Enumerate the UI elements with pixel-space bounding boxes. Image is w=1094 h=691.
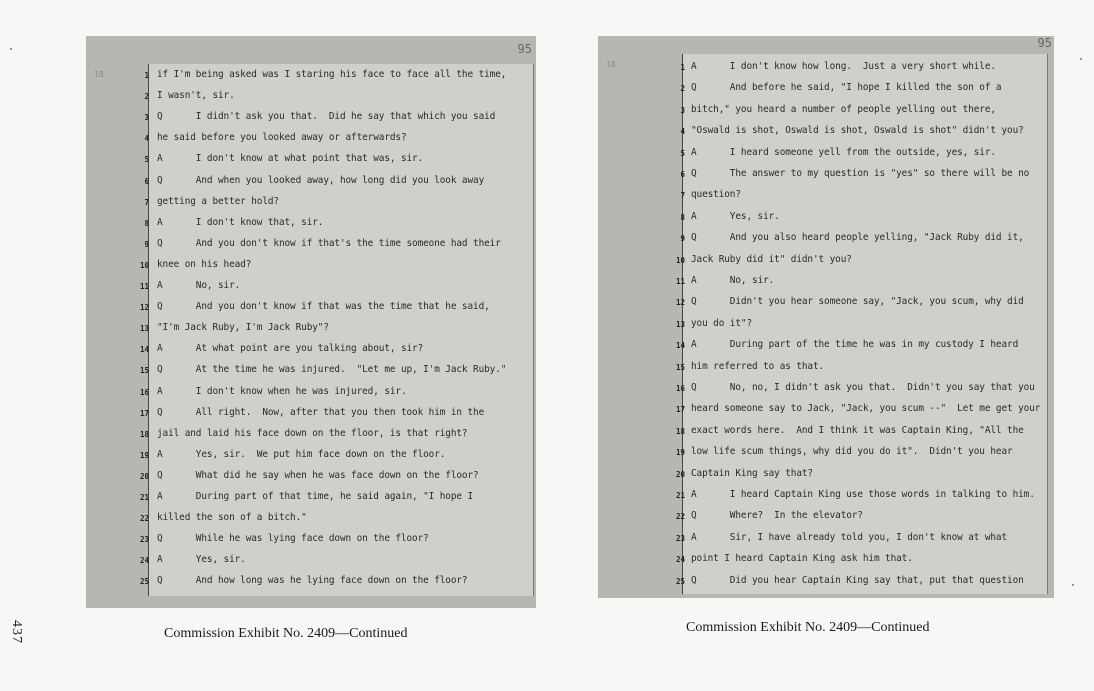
transcript-line — [144, 108, 533, 129]
line-number: 12 — [675, 298, 685, 308]
line-number: 5 — [144, 155, 149, 165]
line-number: 11 — [139, 282, 149, 291]
line-text: Q While he was lying face down on the floor? — [157, 533, 429, 545]
line-text: exact words here. And I think it was Captain King, "All the — [691, 424, 1024, 436]
line-text: low life scum things, why did you do it". Didn't you hear — [691, 446, 1013, 458]
line-number: 17 — [675, 405, 685, 415]
line-number: 14 — [139, 345, 149, 355]
exhibit-caption-left: Commission Exhibit No. 2409—Continued — [164, 626, 408, 641]
transcript-line — [680, 144, 1047, 165]
transcript-line — [680, 186, 1047, 207]
line-number: 24 — [675, 555, 685, 565]
transcript-line — [139, 383, 533, 404]
speck — [1072, 584, 1074, 586]
line-number: 1 — [680, 63, 685, 72]
left-transcript-page — [86, 36, 536, 608]
transcript-line — [139, 425, 533, 446]
transcript-line — [680, 165, 1047, 186]
line-text: Captain King say that? — [691, 467, 813, 479]
transcript-line — [144, 87, 533, 108]
line-text: Q And you don't know if that was the time that he said, — [157, 301, 490, 313]
transcript-line — [675, 550, 1047, 571]
line-number: 9 — [680, 234, 685, 244]
transcript-line — [144, 66, 533, 87]
line-number: 23 — [139, 535, 149, 545]
transcript-line — [144, 129, 533, 150]
line-text: Q The answer to my question is "yes" so there will be no — [691, 168, 1030, 179]
page-number: 95 — [517, 42, 532, 56]
line-text: him referred to as that. — [691, 360, 825, 372]
transcript-line — [675, 486, 1047, 507]
transcript-line — [675, 358, 1047, 379]
line-number: 20 — [675, 469, 685, 479]
side-page-number: 437 — [9, 620, 24, 644]
line-number: 16 — [139, 387, 149, 397]
line-number: 4 — [144, 134, 149, 144]
line-text: A Yes, sir. — [157, 554, 246, 566]
transcript-line — [675, 422, 1047, 443]
line-number: 21 — [675, 491, 685, 500]
line-text: A At what point are you talking about, sir? — [157, 343, 424, 355]
transcript-line — [675, 336, 1047, 357]
line-number: 19 — [675, 448, 685, 458]
line-number: 6 — [680, 170, 685, 179]
line-number: 22 — [675, 512, 685, 522]
line-text: Q What did he say when he was face down on the floor? — [157, 469, 479, 481]
line-number: 16 — [675, 384, 685, 393]
margin-mark: 18 — [94, 70, 104, 79]
speck — [10, 48, 12, 50]
line-number: 6 — [144, 176, 149, 186]
speck — [1080, 58, 1082, 60]
line-text: "I'm Jack Ruby, I'm Jack Ruby"? — [157, 322, 329, 334]
line-number: 15 — [675, 362, 685, 372]
margin-mark: 18 — [606, 60, 616, 69]
line-number: 9 — [144, 239, 149, 249]
line-text: A During part of that time, he said again, "I hope I — [157, 491, 474, 502]
line-text: A Yes, sir. We put him face down on the floor. — [157, 448, 446, 460]
transcript-line — [139, 319, 533, 340]
line-text: point I heard Captain King ask him that. — [691, 553, 913, 565]
line-number: 21 — [139, 493, 149, 502]
line-text: A I don't know when he was injured, sir. — [157, 385, 407, 397]
line-number: 19 — [139, 450, 149, 460]
page-number: 95 — [1037, 36, 1052, 50]
transcript-line — [139, 509, 533, 530]
transcript-line — [680, 208, 1047, 229]
line-number: 2 — [680, 84, 685, 94]
transcript-line — [680, 79, 1047, 100]
line-text: A I heard Captain King use those words in talking to him. — [691, 489, 1035, 500]
line-text: A No, sir. — [157, 280, 241, 291]
line-text: he said before you looked away or afterwards? — [157, 132, 407, 144]
transcript-line — [139, 361, 533, 382]
line-text: I wasn't, sir. — [157, 90, 235, 102]
line-number: 15 — [139, 366, 149, 376]
line-text: Q Did you hear Captain King say that, put that question — [691, 574, 1024, 586]
transcript-body — [675, 54, 1048, 594]
line-number: 13 — [675, 319, 685, 329]
line-number: 3 — [680, 105, 685, 115]
transcript-line — [675, 293, 1047, 314]
line-text: Q No, no, I didn't ask you that. Didn't you say that you — [691, 382, 1035, 393]
line-text: getting a better hold? — [157, 195, 279, 207]
line-text: Q Where? In the elevator? — [691, 510, 863, 522]
transcript-line — [139, 340, 533, 361]
transcript-line — [675, 315, 1047, 336]
line-text: A No, sir. — [691, 275, 775, 286]
line-text: Q At the time he was injured. "Let me up, I'm Jack Ruby." — [157, 364, 507, 376]
right-transcript-page — [598, 36, 1054, 598]
transcript-line — [680, 58, 1047, 79]
line-number: 12 — [139, 303, 149, 313]
line-text: Q And you also heard people yelling, "Jack Ruby did it, — [691, 232, 1024, 244]
transcript-line — [139, 277, 533, 298]
transcript-line — [139, 530, 533, 551]
line-number: 18 — [139, 429, 149, 439]
line-number: 14 — [675, 341, 685, 351]
exhibit-caption-right: Commission Exhibit No. 2409—Continued — [686, 620, 930, 635]
line-number: 11 — [675, 277, 685, 286]
line-text: Q I didn't ask you that. Did he say that which you said — [157, 111, 496, 123]
line-number: 20 — [139, 471, 149, 481]
transcript-line — [680, 122, 1047, 143]
line-text: A I heard someone yell from the outside, yes, sir. — [691, 146, 996, 158]
line-number: 25 — [139, 577, 149, 587]
line-text: question? — [691, 189, 741, 201]
transcript-line — [139, 298, 533, 319]
transcript-line — [680, 229, 1047, 250]
line-text: A Sir, I have already told you, I don't know at what — [691, 531, 1008, 543]
transcript-line — [675, 572, 1047, 593]
line-number: 3 — [144, 113, 149, 123]
line-number: 1 — [144, 71, 149, 80]
transcript-line — [675, 443, 1047, 464]
line-number: 18 — [675, 426, 685, 436]
transcript-line — [144, 150, 533, 171]
transcript-line — [675, 465, 1047, 486]
transcript-line — [139, 446, 533, 467]
transcript-line — [144, 235, 533, 256]
transcript-line — [144, 172, 533, 193]
line-text: Q All right. Now, after that you then took him in the — [157, 406, 485, 418]
line-number: 5 — [680, 148, 685, 158]
line-number: 2 — [144, 92, 149, 102]
transcript-line — [139, 488, 533, 509]
transcript-line — [139, 404, 533, 425]
transcript-line — [675, 251, 1047, 272]
line-text: A I don't know how long. Just a very short while. — [691, 61, 996, 72]
line-number: 7 — [680, 191, 685, 201]
line-text: A I don't know that, sir. — [157, 216, 324, 228]
transcript-line — [144, 214, 533, 235]
line-text: jail and laid his face down on the floor, is that right? — [157, 427, 468, 439]
line-text: knee on his head? — [157, 258, 252, 270]
line-text: heard someone say to Jack, "Jack, you scum --" Let me get your — [691, 403, 1041, 415]
line-text: killed the son of a bitch." — [157, 512, 307, 524]
line-text: Q Didn't you hear someone say, "Jack, you scum, why did — [691, 296, 1024, 308]
transcript-line — [144, 193, 533, 214]
line-text: Q And before he said, "I hope I killed the son of a — [691, 82, 1002, 94]
line-number: 17 — [139, 408, 149, 418]
line-number: 4 — [680, 127, 685, 137]
transcript-line — [139, 467, 533, 488]
line-number: 25 — [675, 576, 685, 586]
line-number: 10 — [139, 260, 149, 270]
line-text: Q And how long was he lying face down on the floor? — [157, 575, 468, 587]
transcript-line — [139, 256, 533, 277]
line-text: Jack Ruby did it" didn't you? — [691, 253, 852, 265]
transcript-line — [675, 507, 1047, 528]
line-text: A I don't know at what point that was, sir. — [157, 153, 424, 165]
line-text: Q And when you looked away, how long did you look away — [157, 174, 485, 186]
line-text: Q And you don't know if that's the time someone had their — [157, 237, 501, 249]
transcript-line — [139, 572, 533, 593]
line-number: 23 — [675, 533, 685, 543]
line-number: 8 — [144, 218, 149, 228]
line-number: 13 — [139, 324, 149, 334]
transcript-line — [675, 379, 1047, 400]
line-text: if I'm being asked was I staring his face to face all the time, — [157, 69, 507, 80]
line-number: 10 — [675, 255, 685, 265]
transcript-line — [139, 551, 533, 572]
line-text: you do it"? — [691, 317, 752, 329]
line-text: "Oswald is shot, Oswald is shot, Oswald is shot" didn't you? — [691, 125, 1024, 137]
transcript-line — [680, 101, 1047, 122]
transcript-line — [675, 529, 1047, 550]
line-text: A During part of the time he was in my custody I heard — [691, 339, 1019, 351]
line-number: 8 — [680, 212, 685, 222]
line-number: 24 — [139, 556, 149, 566]
transcript-line — [675, 400, 1047, 421]
line-number: 22 — [139, 514, 149, 524]
line-number: 7 — [144, 197, 149, 207]
transcript-body — [139, 64, 534, 596]
transcript-line — [675, 272, 1047, 293]
line-text: A Yes, sir. — [691, 210, 780, 222]
line-text: bitch," you heard a number of people yelling out there, — [691, 103, 996, 115]
